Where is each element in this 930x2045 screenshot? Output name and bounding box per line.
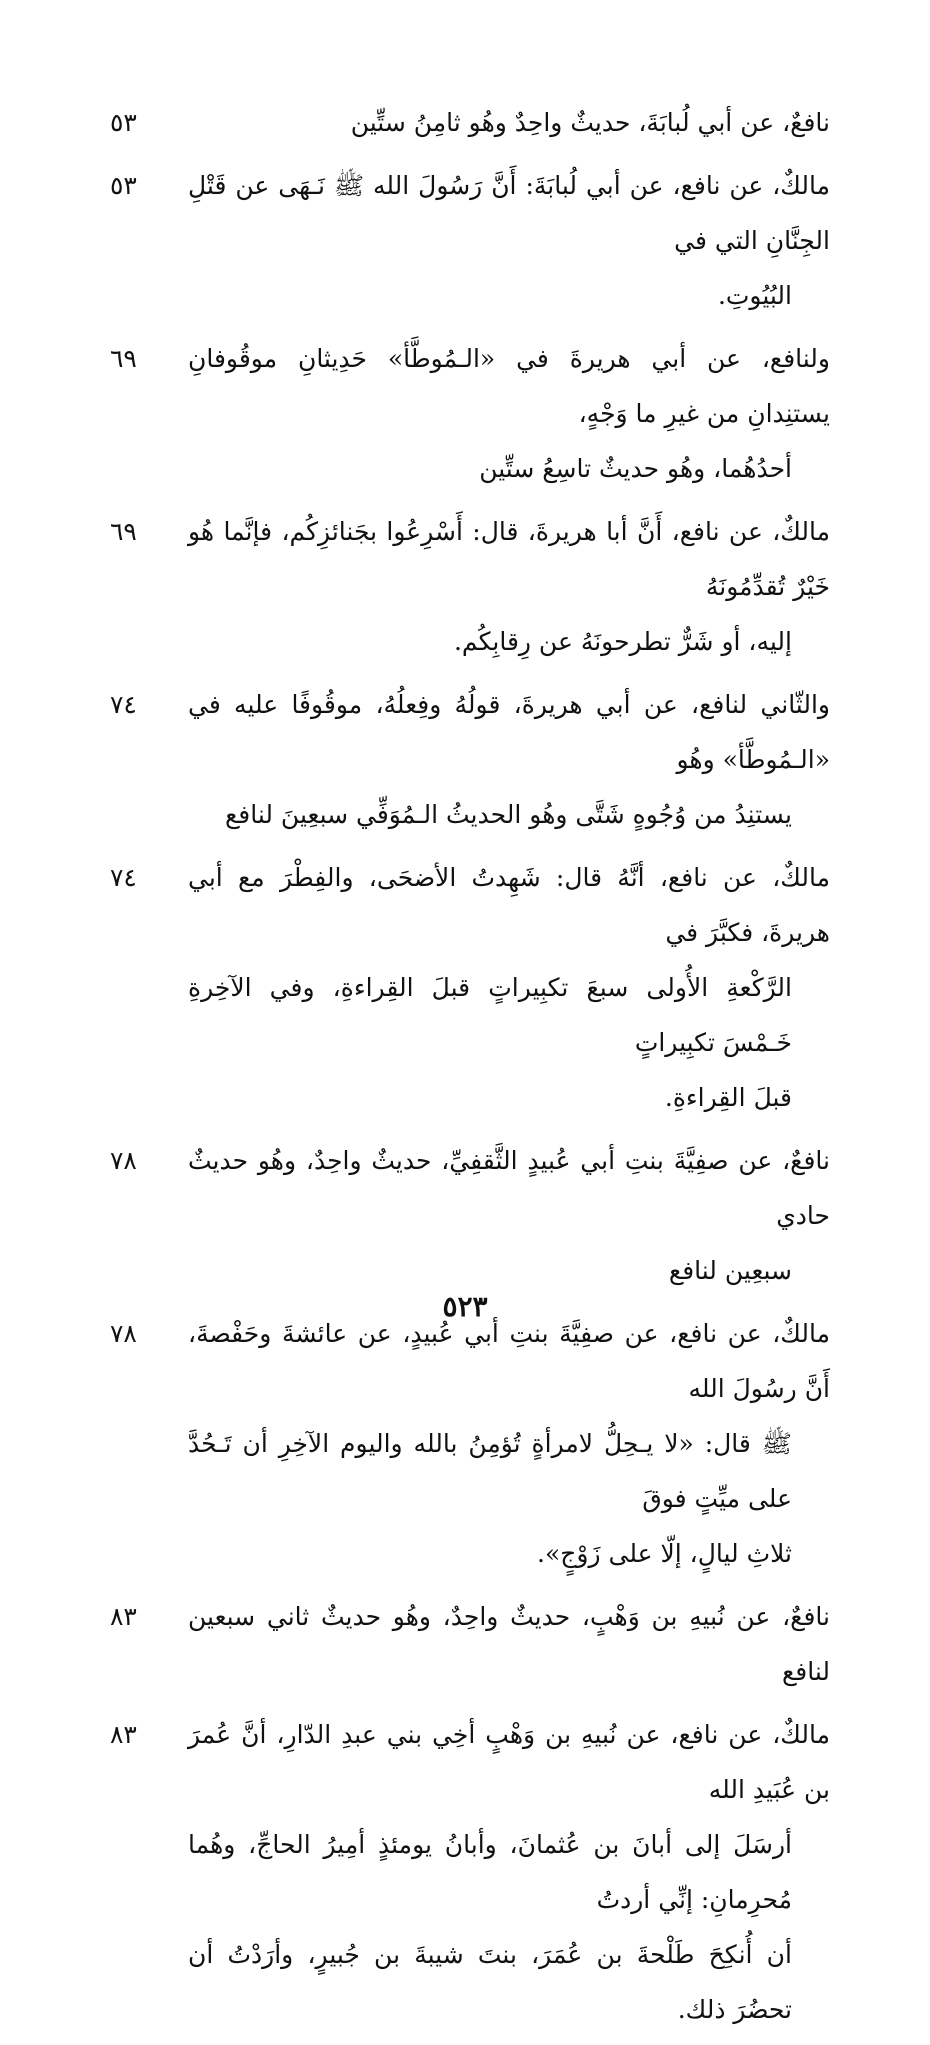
text-line: قبلَ القِراءةِ. xyxy=(664,1083,792,1112)
entry-hadith xyxy=(110,1707,830,2037)
text-line: نافعٌ، عن صفِيَّةَ بنتِ أبي عُبيدٍ الثَّقفِيِّ، حديثٌ واحِدٌ، وهُو حديثٌ حادي xyxy=(188,1146,830,1230)
page-number: ٥٢٣ xyxy=(442,1290,488,1323)
text-line: والثّاني لنافع، عن أبي هريرةَ، قولُهُ وفِعلُهُ، موقُوفًا عليه في «الـمُوطَّأ» وهُو xyxy=(188,690,830,774)
entry-hadith xyxy=(110,1306,830,1581)
text-line: سبعِين لنافع xyxy=(668,1256,792,1285)
text-line: البُيُوتِ. xyxy=(717,281,792,310)
text-line: نافعٌ، عن نُبيهِ بن وَهْبٍ، حديثٌ واحِدٌ، وهُو حديثٌ ثاني سبعين لنافع xyxy=(188,1602,830,1686)
text-line: إليه، أو شَرٌّ تطرحونَهُ عن رِقابِكُم. xyxy=(453,627,792,656)
text-line: ثلاثِ ليالٍ، إلّا على زَوْجٍ». xyxy=(537,1539,792,1568)
text-line: مالكٌ، عن نافع، أنَّهُ قال: شَهِدتُ الأضحَى، والفِطْرَ مع أبي هريرةَ، فكبَّرَ في xyxy=(188,863,830,947)
entry-text xyxy=(170,1306,830,1581)
text-line: الرَّكْعةِ الأُولى سبعَ تكبِيراتٍ قبلَ القِراءةِ، وفي الآخِرةِ خَـمْسَ تكبِيراتٍ xyxy=(188,973,792,1057)
reference-number: ٧٤ xyxy=(110,863,137,892)
text-line: أحدُهُما، وهُو حديثٌ تاسِعُ ستِّين xyxy=(479,454,792,483)
reference-number: ٧٨ xyxy=(110,1319,137,1348)
entry-hadith xyxy=(110,504,830,669)
reference-number: ٧٤ xyxy=(110,690,137,719)
text-line: ولنافع، عن أبي هريرةَ في «الـمُوطَّأ» حَدِيثانِ موقُوفانِ يستنِدانِ من غيرِ ما وَجْهٍ، xyxy=(188,344,830,428)
reference-number: ٧٨ xyxy=(110,1146,137,1175)
entry-text xyxy=(170,95,830,150)
text-line: نافعٌ، عن أبي لُبابَةَ، حديثٌ واحِدٌ وهُو ثامِنُ ستِّين xyxy=(350,108,830,137)
text-line: أن أُنكِحَ طَلْحةَ بن عُمَرَ، بنتَ شيبةَ بن جُبيرٍ، وأرَدْتُ أن تحضُرَ ذلك. xyxy=(188,1940,792,2024)
reference-number: ٨٣ xyxy=(110,1602,137,1631)
entry-heading xyxy=(110,95,830,150)
text-line: مالكٌ، عن نافع، عن أبي لُبابَةَ: أَنَّ رَسُولَ الله ﷺ نَـهَى عن قَتْلِ الجِنَّانِ التي في xyxy=(188,171,830,255)
text-line: يستنِدُ من وُجُوهٍ شَتَّى وهُو الحديثُ الـمُوَفِّي سبعِينَ لنافع xyxy=(224,800,792,829)
reference-number: ٥٣ xyxy=(110,171,137,200)
entry-text xyxy=(170,677,830,842)
entry-heading xyxy=(110,1133,830,1298)
reference-number: ٥٣ xyxy=(110,108,137,137)
text-line: مالكٌ، عن نافع، عن نُبيهِ بن وَهْبٍ أخِي بني عبدِ الدّارِ، أنَّ عُمرَ بن عُبَيدِ الله xyxy=(188,1720,830,1804)
entry-heading xyxy=(110,331,830,496)
entry-text xyxy=(170,331,830,496)
text-line: أرسَلَ إلى أبانَ بن عُثمانَ، وأبانُ يومئذٍ أمِيرُ الحاجِّ، وهُما مُحرِمانِ: إنِّي أردتُ xyxy=(188,1830,792,1914)
entry-hadith xyxy=(110,850,830,1125)
entry-text xyxy=(170,1133,830,1298)
entry-text xyxy=(170,850,830,1125)
entry-text xyxy=(170,1707,830,2037)
entry-text xyxy=(170,1589,830,1699)
entry-hadith xyxy=(110,158,830,323)
entry-text xyxy=(170,158,830,323)
text-line: مالكٌ، عن نافع، عن صفِيَّةَ بنتِ أبي عُبيدٍ، عن عائشةَ وحَفْصةَ، أَنَّ رسُولَ الله xyxy=(188,1319,830,1403)
reference-number: ٦٩ xyxy=(110,344,137,373)
reference-number: ٦٩ xyxy=(110,517,137,546)
entry-heading xyxy=(110,677,830,842)
text-line: مالكٌ، عن نافع، أَنَّ أبا هريرةَ، قال: أَسْرِعُوا بجَنائزِكُم، فإنَّما هُو خَيْرٌ تُقدِّمُونَهُ xyxy=(188,517,831,601)
entry-text xyxy=(170,504,830,669)
document-body xyxy=(110,95,830,2045)
reference-number: ٨٣ xyxy=(110,1720,137,1749)
entry-heading xyxy=(110,1589,830,1699)
text-line: ﷺ قال: «لا يـحِلُّ لامرأةٍ تُؤمِنُ بالله واليوم الآخِرِ أن تَـحُدَّ على ميِّتٍ فوقَ xyxy=(188,1429,792,1513)
